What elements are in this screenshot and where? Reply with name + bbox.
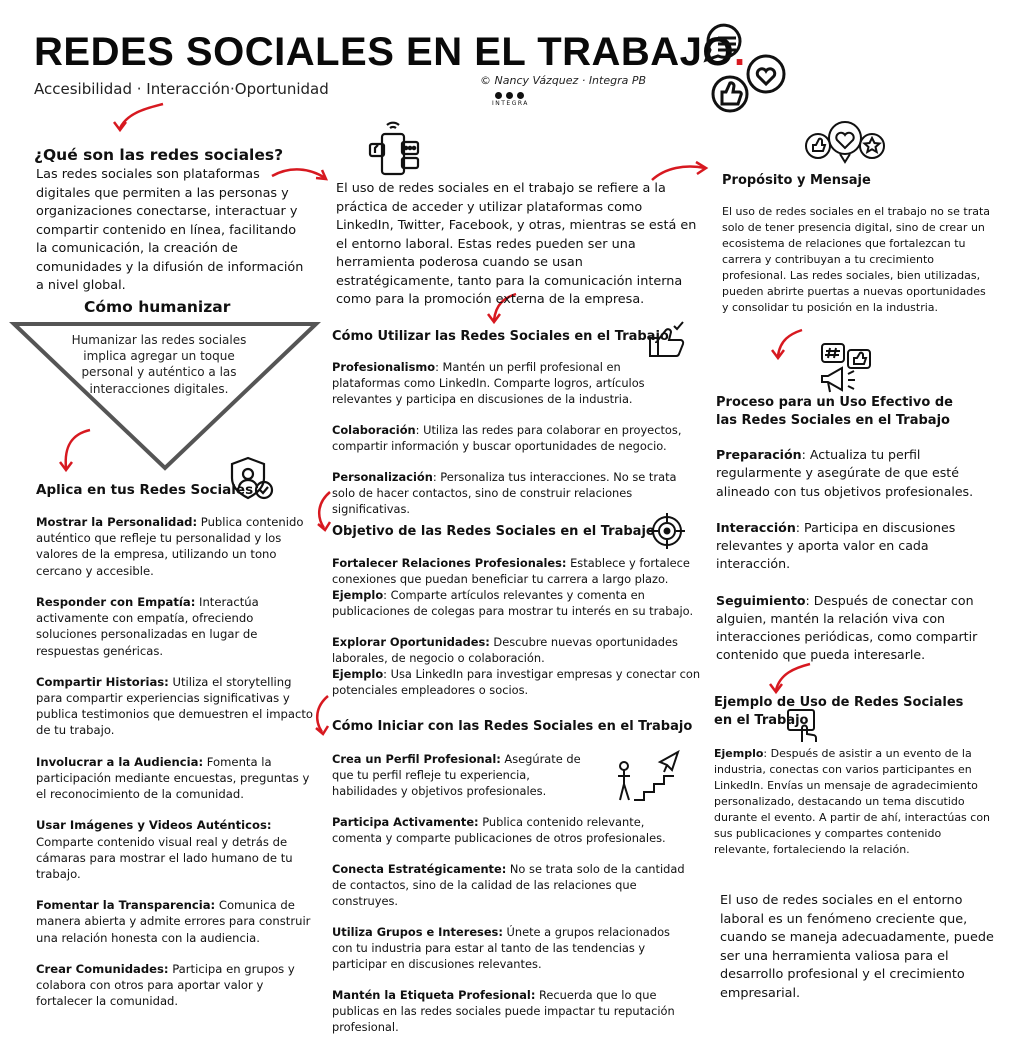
como-utilizar-item: Profesionalismo: Mantén un perfil profesional en plataformas como LinkedIn. Comparte logros, artículos relevantes y participa en discusiones de la industria. [332,360,645,406]
proceso-item: Interacción: Participa en discusiones relevantes y aporta valor en cada interacción. [716,519,956,572]
touch-screen-icon [784,706,824,744]
como-iniciar-item: Crea un Perfil Profesional: Asegúrate de que tu perfil refleje tu experiencia, habilidades y objetivos profesionales. [332,752,581,798]
proceso-list [716,446,986,680]
como-utilizar-list [332,360,692,533]
arrow-to-proceso [766,326,806,362]
humanizar-text: Humanizar las redes sociales implica agregar un toque personal y auténtico a las interacciones digitales. [71,333,247,396]
proceso-item: Seguimiento: Después de conectar con alguien, mantén la relación viva con interacciones periódicas, como compartir contenido que pueda interesarle. [716,592,978,663]
humanizar-heading: Cómo humanizar [84,298,231,316]
aplica-list [36,514,316,1024]
intro-text: El uso de redes sociales en el trabajo se refiere a la práctica de acceder y utilizar plataformas como LinkedIn, Twitter, Facebook, y otras, mientras se está en el entorno laboral. Estas redes pueden ser una herramienta poderosa cuando se usan estratégicamente, tanto para la comunicación interna como para la promoción externa de la empresa. [336,181,697,308]
aplica-item: Fomentar la Transparencia: Comunica de manera abierta y admite errores para construir una relación honesta con la audiencia. [36,898,311,945]
como-iniciar-item: Conecta Estratégicamente: No se trata solo de la cantidad de contactos, sino de la calidad de las relaciones que construyes. [332,861,685,908]
target-icon [648,512,686,550]
thumbs-up-check-icon [646,320,690,360]
aplica-item: Involucrar a la Audiencia: Fomenta la participación mediante encuestas, preguntas y el reconocimiento de la comunidad. [36,754,310,802]
author-credit: © Nancy Vázquez · Integra PB [480,74,647,87]
ejemplo-text: Ejemplo: Después de asistir a un evento de la industria, conectas con varios participantes en LinkedIn. Envías un mensaje de agradecimiento personalizado, destacando un tema discutido durante el evento. A partir de ahí, interactúas con sus publicaciones y compartes contenido relevante, fortaleciendo la relación. [714,747,991,856]
como-utilizar-heading: Cómo Utilizar las Redes Sociales en el Trabajo [332,329,669,344]
como-iniciar-item: Mantén la Etiqueta Profesional: Recuerda que lo que publicas en las redes sociales puede impactar tu reputación profesional. [332,987,675,1034]
que-son-text: Las redes sociales son plataformas digitales que permiten a las personas y organizaciones conectarse, interactuar y compartir contenido en línea, facilitando la comunicación, la creación de comunidades y la difusión de información a nivel global. [36,167,304,294]
como-utilizar-item: Colaboración: Utiliza las redes para colaborar en proyectos, compartir información y buscar oportunidades de negocio. [332,422,682,453]
como-iniciar-item: Utiliza Grupos e Intereses: Únete a grupos relacionados con tu industria para estar al tanto de las tendencias y participar en discusiones relevantes. [332,924,670,971]
como-utilizar-item: Personalización: Personaliza tus interacciones. No se trata solo de hacer contactos, sino de construir relaciones significativas. [332,469,677,516]
como-iniciar-heading: Cómo Iniciar con las Redes Sociales en el Trabajo [332,719,693,734]
proposito-text: El uso de redes sociales en el trabajo no se trata solo de tener presencia digital, sino de crear un ecosistema de relaciones que fortalezcan tu carrera y contribuyan a tu crecimiento profesional. Las redes sociales, bien utilizadas, pueden abrirte puertas a nuevas oportunidades y consolidar tu posición en la industria. [722,205,991,314]
aplica-item: Responder con Empatía: Interactúa activamente con empatía, ofreciendo soluciones personalizadas en lugar de respuestas genéricas. [36,594,259,658]
page-title: REDES SOCIALES EN EL TRABAJO. [34,30,746,74]
ejemplo-heading: Ejemplo de Uso de Redes Sociales en el Trabajo [714,695,964,728]
reactions-icon [800,118,890,168]
shield-user-icon [226,454,278,506]
page-subtitle: Accesibilidad · Interacción·Oportunidad [34,80,329,98]
como-iniciar-list [332,752,692,1051]
logo-text: INTEGRA [492,100,529,107]
chat-bubbles-icon [700,22,792,114]
proceso-item: Preparación: Actualiza tu perfil regularmente y asegúrate de que esté alineado con tus objetivos profesionales. [716,447,974,499]
proceso-heading: Proceso para un Uso Efectivo de las Redes Sociales en el Trabajo [716,395,953,428]
phone-social-icon [366,124,422,180]
que-son-heading: ¿Qué son las redes sociales? [34,146,284,164]
proposito-heading: Propósito y Mensaje [722,173,871,188]
aplica-item: Usar Imágenes y Videos Auténticos: Comparte contenido visual real y detrás de cámaras para mostrar el lado humano de tu trabajo. [36,818,293,881]
aplica-item: Compartir Historias: Utiliza el storytelling para compartir experiencias significativas y publica testimonios que demuestren el impacto de tu trabajo. [36,674,314,738]
como-iniciar-item: Participa Activamente: Publica contenido relevante, comenta y comparte publicaciones de otros profesionales. [332,814,666,845]
objetivo-item: Explorar Oportunidades: Descubre nuevas oportunidades laborales, de negocio o colaboración. Ejemplo: Usa LinkedIn para investigar empresas y conectar con potenciales empleadores o socios. [332,634,701,697]
aplica-heading: Aplica en tus Redes Sociales [36,482,254,498]
conclusion-text: El uso de redes sociales en el entorno laboral es un fenómeno creciente que, cuando se maneja adecuadamente, puede ser una herramienta valiosa para el desarrollo profesional y el crecimiento empresarial. [720,893,994,1001]
arrow-to-que-son [108,98,168,134]
title-accent-dot: . [734,30,746,74]
integra-logo [492,92,552,107]
objetivo-item: Fortalecer Relaciones Profesionales: Establece y fortalece conexiones que puedan beneficiar tu carrera a largo plazo. Ejemplo: Comparte artículos relevantes y comenta en publicaciones de colegas para mostrar tu interés en su trabajo. [332,556,694,618]
objetivo-list [332,556,720,714]
aplica-item: Crear Comunidades: Participa en grupos y colabora con otros para aportar valor y fortalecer la comunidad. [36,961,295,1009]
objetivo-heading: Objetivo de las Redes Sociales en el Trabajo [332,524,655,539]
hashtag-megaphone-icon [816,340,876,396]
aplica-item: Mostrar la Personalidad: Publica contenido auténtico que refleje tu personalidad y los valores de la empresa, utilizando un tono cercano y accesible. [36,515,304,578]
